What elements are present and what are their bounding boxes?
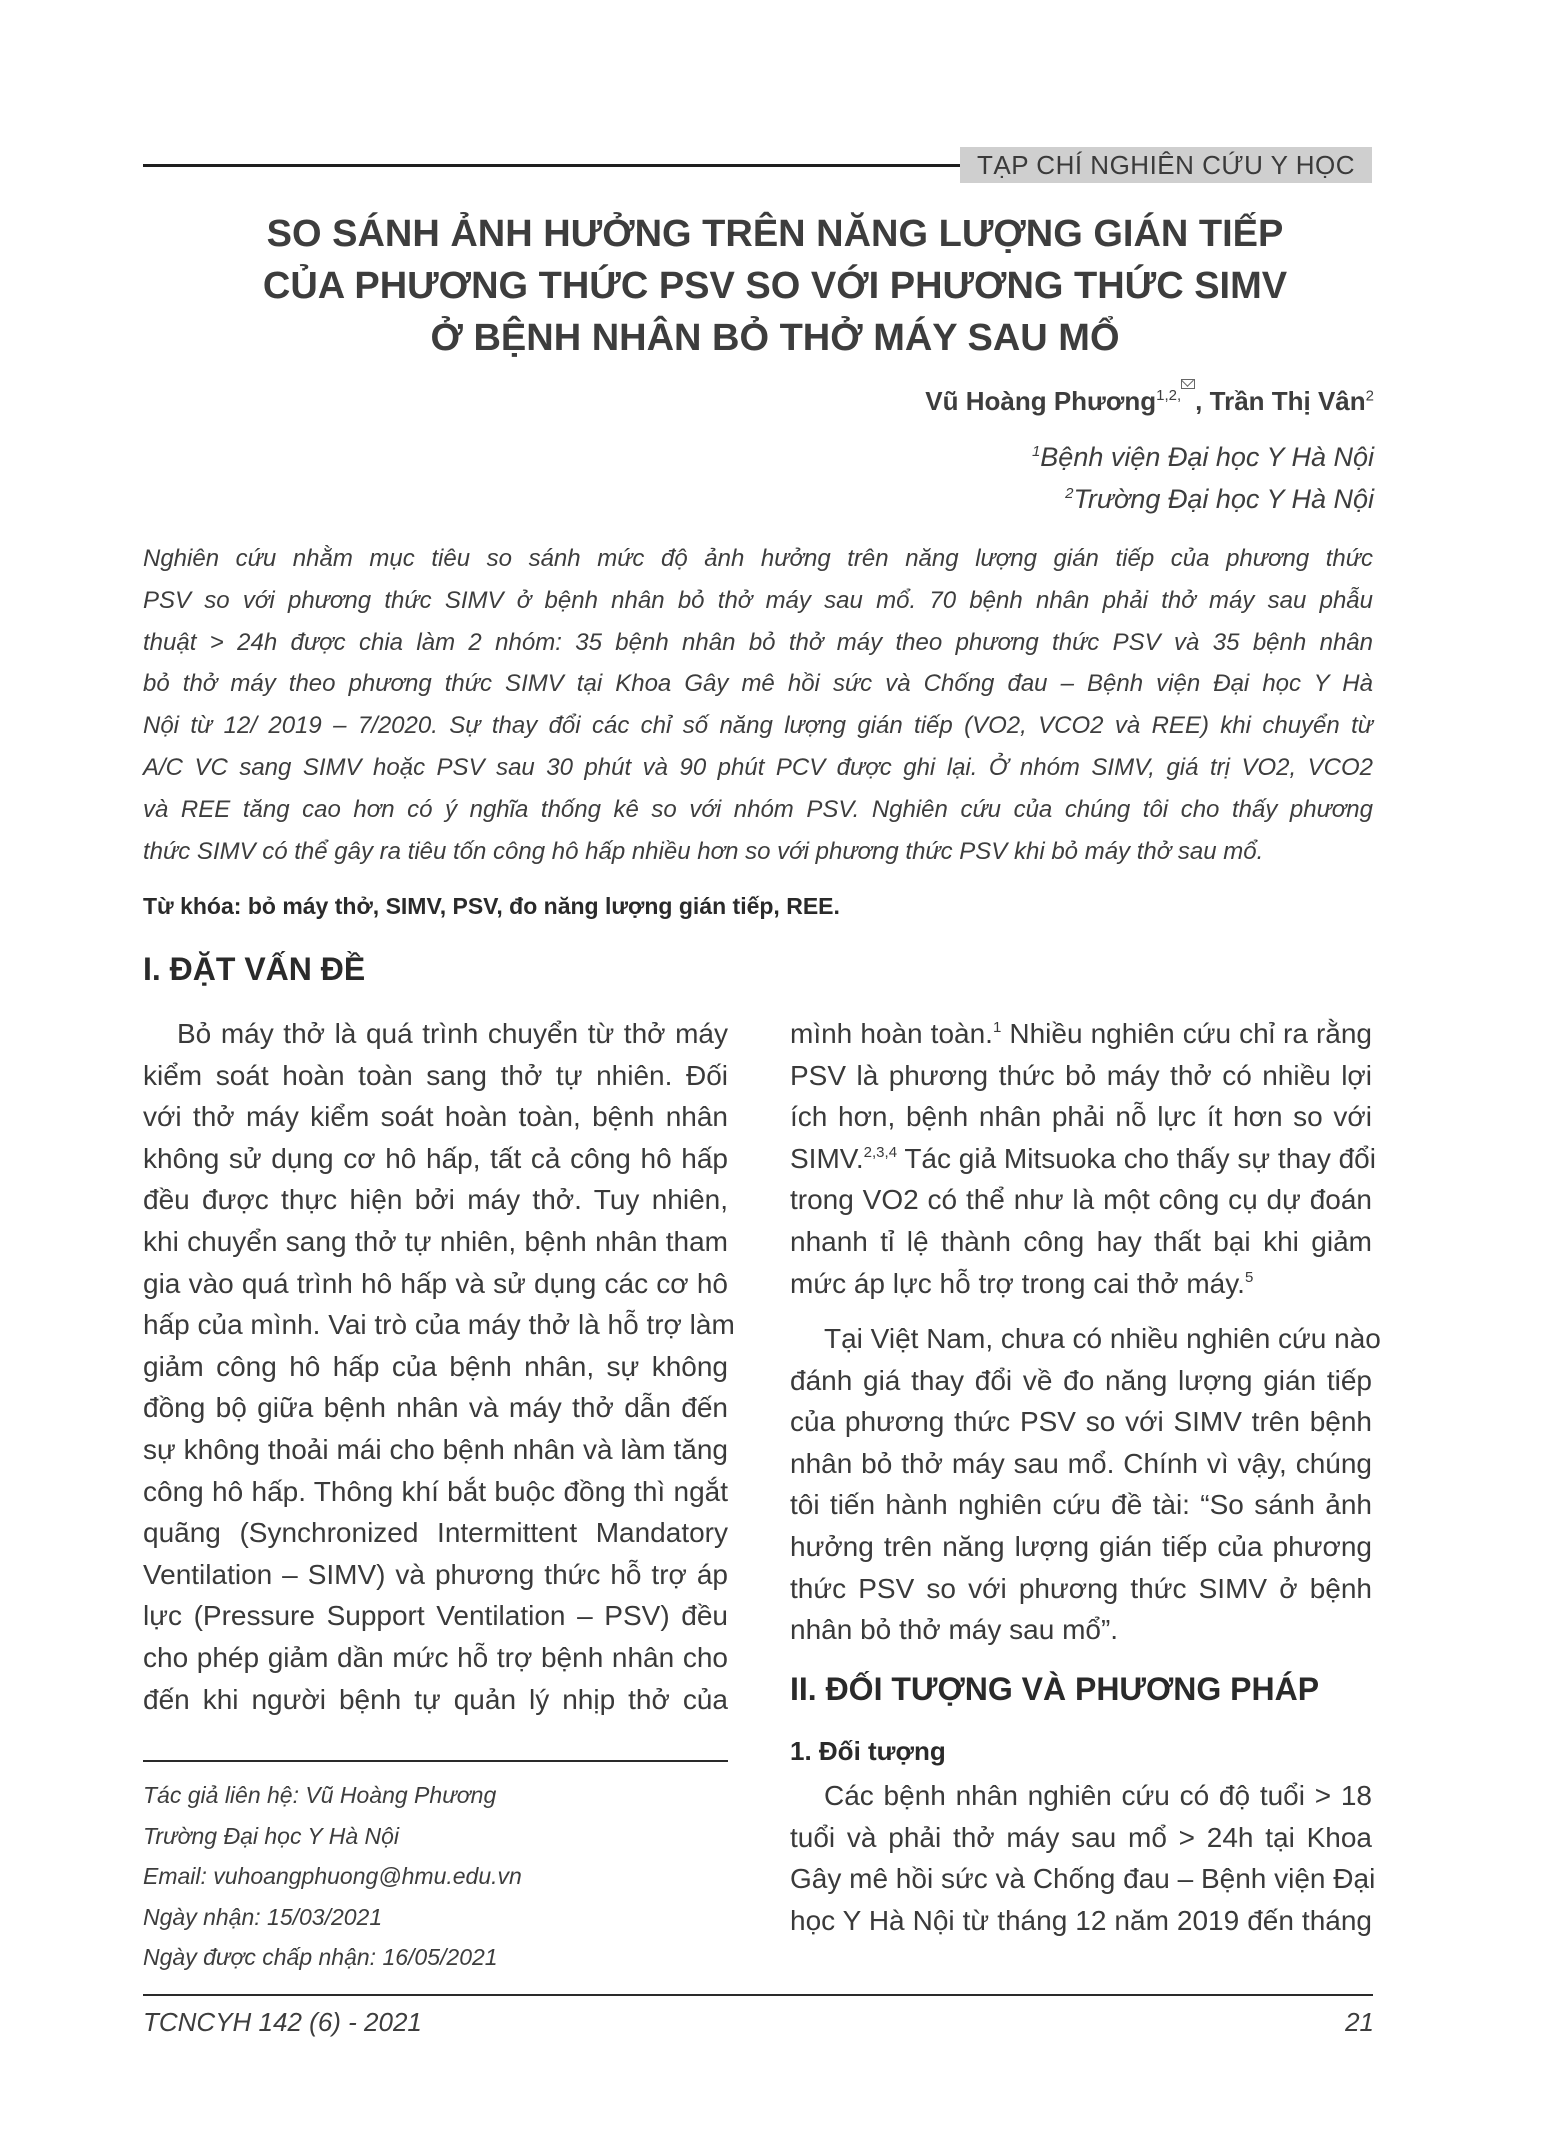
footer-rule <box>143 1994 1373 1996</box>
body-line: khi chuyển sang thở tự nhiên, bệnh nhân tham <box>143 1225 728 1257</box>
affiliation: $^1$Bệnh viện Đại học Y Hà Nội <box>1031 442 1374 472</box>
citation-ref: 1 <box>992 1019 1002 1036</box>
abstract-line: Nghiên cứu nhằm mục tiêu so sánh mức độ ảnh hưởng trên năng lượng gián tiếp của phương thức <box>143 545 1373 572</box>
body-line: Gây mê hồi sức và Chống đau – Bệnh viện Đại <box>790 1863 1376 1895</box>
citation-ref: 5 <box>1244 1268 1254 1286</box>
abstract-line: A/C VC sang SIMV hoặc PSV sau 30 phút và 90 phút PCV được ghi lại. Ở nhóm SIMV, giá trị VO2, VCO2 <box>143 753 1373 781</box>
body-line: đồng bộ giữa bệnh nhân và máy thở dẫn đến <box>143 1392 728 1424</box>
section-heading-introduction: I. ĐẶT VẤN ĐỀ <box>143 951 366 987</box>
author-name: Trần Thị Vân <box>1209 386 1366 416</box>
body-line: tuổi và phải thở máy sau mổ > 24h tại Khoa <box>790 1821 1372 1853</box>
article-title <box>160 208 1390 364</box>
body-line: hấp của mình. Vai trò của máy thở là hỗ trợ làm <box>143 1309 735 1341</box>
affiliation: $^2$Trường Đại học Y Hà Nội <box>1065 484 1374 514</box>
citation-ref: 2,3,4 <box>863 1143 898 1161</box>
body-line: Tại Việt Nam, chưa có nhiều nghiên cứu nào <box>824 1323 1381 1354</box>
body-line: mình hoàn toàn.$^1$ Nhiều nghiên cứu chỉ ra rằng <box>790 1018 1372 1049</box>
body-line: đến khi người bệnh tự quản lý nhịp thở của <box>143 1683 728 1715</box>
body-line: PSV là phương thức bỏ máy thở có nhiều lợi <box>790 1059 1372 1091</box>
body-line: cho phép giảm dần mức hỗ trợ bệnh nhân cho <box>143 1641 728 1673</box>
body-line: tôi tiến hành nghiên cứu đề tài: “So sánh ảnh <box>790 1489 1372 1521</box>
correspondence-footnote <box>143 1775 522 1978</box>
body-line: với thở máy kiểm soát hoàn toàn, bệnh nhân <box>143 1101 728 1133</box>
footer-citation: TCNCYH 142 (6) - 2021 <box>143 2007 422 2037</box>
body-line: nhân bỏ thở máy sau mổ”. <box>790 1614 1119 1646</box>
body-line: quãng (Synchronized Intermittent Mandatory <box>143 1517 728 1549</box>
envelope-icon <box>1181 379 1195 389</box>
intro-left-column <box>143 1013 735 1720</box>
author-affiliation-marker: 2 <box>1365 387 1374 405</box>
author-line <box>925 386 1374 417</box>
section-heading-methods: II. ĐỐI TƯỢNG VÀ PHƯƠNG PHÁP <box>790 1671 1320 1707</box>
body-line: hưởng trên năng lượng gián tiếp của phương <box>790 1530 1372 1562</box>
body-line: ích hơn, bệnh nhân phải nỗ lực ít hơn so với <box>790 1101 1372 1133</box>
keywords: Từ khóa: bỏ máy thở, SIMV, PSV, đo năng lượng gián tiếp, REE. <box>143 893 840 919</box>
title-line: SO SÁNH ẢNH HƯỞNG TRÊN NĂNG LƯỢNG GIÁN TIẾP <box>266 213 1284 255</box>
footnote-rule <box>143 1760 728 1762</box>
methods-paragraph <box>790 1775 1376 1941</box>
body-line: Ventilation – SIMV) và phương thức hỗ trợ áp <box>143 1558 728 1590</box>
body-line: Bỏ máy thở là quá trình chuyển từ thở máy <box>177 1018 728 1049</box>
body-line: đánh giá thay đổi về đo năng lượng gián tiếp <box>790 1364 1372 1396</box>
author-separator: , <box>1195 386 1210 416</box>
footnote-line: Ngày được chấp nhận: 16/05/2021 <box>143 1944 498 1970</box>
abstract-line: Nội từ 12/ 2019 – 7/2020. Sự thay đổi các chỉ số năng lượng gián tiếp (VO2, VCO2 và REE) khi chuyển từ <box>143 712 1373 740</box>
body-line: học Y Hà Nội từ tháng 12 năm 2019 đến tháng <box>790 1904 1372 1936</box>
body-line: kiểm soát hoàn toàn sang thở tự nhiên. Đối <box>143 1059 728 1091</box>
body-line: công hô hấp. Thông khí bắt buộc đồng thì ngắt <box>143 1475 728 1507</box>
intro-right-paragraph <box>790 1318 1381 1651</box>
body-line: giảm công hô hấp của bệnh nhân, sự không <box>143 1350 728 1382</box>
header-rule <box>143 164 965 167</box>
page-number: 21 <box>1345 2007 1374 2037</box>
body-line: của phương thức PSV so với SIMV trên bệnh <box>790 1406 1372 1438</box>
footnote-line: Trường Đại học Y Hà Nội <box>143 1822 400 1849</box>
body-line: gia vào quá trình hô hấp và sử dụng các cơ hô <box>143 1267 728 1299</box>
journal-name: TẠP CHÍ NGHIÊN CỨU Y HỌC <box>960 147 1372 183</box>
abstract <box>143 538 1373 872</box>
body-line: SIMV.$^{2,3,4}$ Tác giả Mitsuoka cho thấy sự thay đổi <box>790 1142 1376 1174</box>
title-line: Ở BỆNH NHÂN BỎ THỞ MÁY SAU MỔ <box>430 317 1120 359</box>
author-name: Vũ Hoàng Phương <box>925 386 1157 416</box>
footnote-line: Email: vuhoangphuong@hmu.edu.vn <box>143 1863 522 1889</box>
author-affiliation-marker: 1,2, <box>1156 387 1195 404</box>
footnote-line: Ngày nhận: 15/03/2021 <box>143 1903 383 1930</box>
body-line: nhân bỏ thở máy sau mổ. Chính vì vậy, chúng <box>790 1447 1372 1479</box>
body-line: đều được thực hiện bởi máy thở. Tuy nhiên, <box>143 1184 728 1216</box>
abstract-line: thuật > 24h được chia làm 2 nhóm: 35 bệnh nhân bỏ thở máy theo phương thức PSV và 35 bệnh nhân <box>143 628 1373 656</box>
abstract-line: PSV so với phương thức SIMV ở bệnh nhân bỏ thở máy sau mổ. 70 bệnh nhân phải thở máy sau phẫu <box>143 586 1373 614</box>
body-line: không sử dụng cơ hô hấp, tất cả công hô hấp <box>143 1142 728 1174</box>
footnote-line: Tác giả liên hệ: Vũ Hoàng Phương <box>143 1782 497 1808</box>
abstract-line: bỏ thở máy theo phương thức SIMV tại Khoa Gây mê hồi sức và Chống đau – Bệnh viện Đại học Y Hà <box>143 670 1373 698</box>
abstract-line: thức SIMV có thể gây ra tiêu tốn công hô hấp nhiều hơn so với phương thức PSV khi bỏ máy thở sau mổ. <box>143 837 1264 865</box>
body-line: thức PSV so với phương thức SIMV ở bệnh <box>790 1572 1372 1604</box>
body-line: nhanh tỉ lệ thành công hay thất bại khi giảm <box>790 1225 1372 1257</box>
intro-right-column <box>790 1013 1376 1304</box>
title-line: CỦA PHƯƠNG THỨC PSV SO VỚI PHƯƠNG THỨC SIMV <box>262 265 1288 307</box>
subsection-heading-subjects: 1. Đối tượng <box>790 1736 946 1766</box>
body-line: mức áp lực hỗ trợ trong cai thở máy.$^5$ <box>790 1267 1254 1299</box>
body-line: lực (Pressure Support Ventilation – PSV) đều <box>143 1600 728 1632</box>
body-line: Các bệnh nhân nghiên cứu có độ tuổi > 18 <box>824 1780 1372 1811</box>
body-line: sự không thoải mái cho bệnh nhân và làm tăng <box>143 1433 728 1465</box>
body-line: trong VO2 có thể như là một công cụ dự đoán <box>790 1184 1372 1216</box>
abstract-line: và REE tăng cao hơn có ý nghĩa thống kê so với nhóm PSV. Nghiên cứu của chúng tôi cho thấy phương <box>143 795 1373 823</box>
